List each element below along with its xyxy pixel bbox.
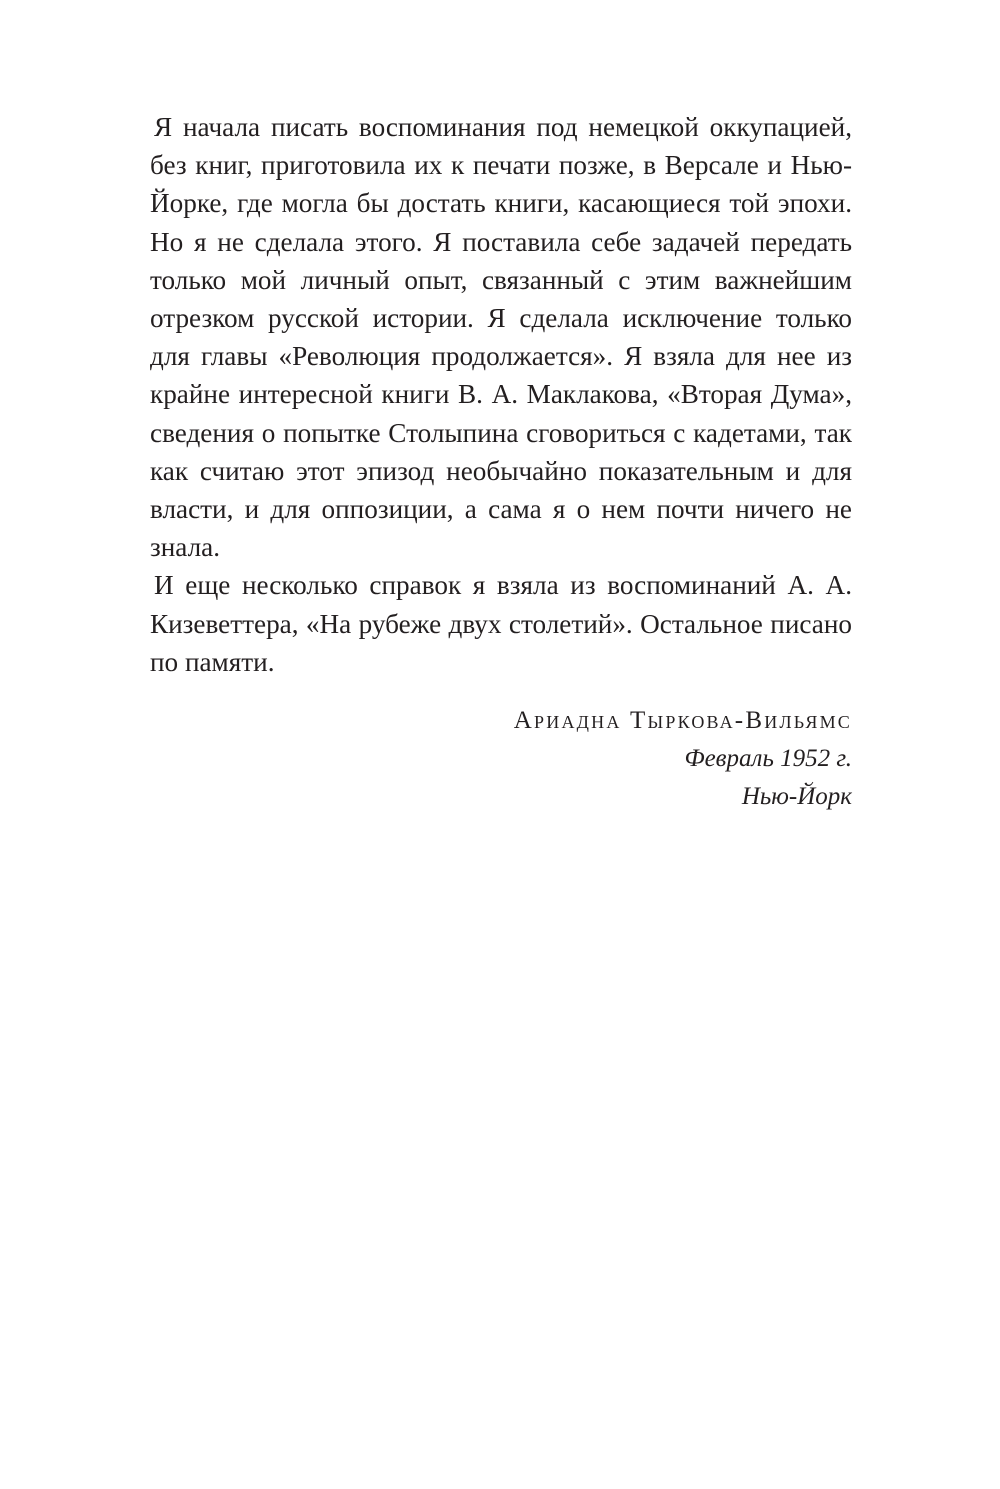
author-name: Ариадна Тыркова-Вильямс	[513, 707, 852, 735]
signature-date: Февраль 1952 г.	[684, 745, 852, 773]
paragraph-2: И еще несколько справок я взяла из воспоминаний А. А. Кизеветтера, «На рубеже двух столетий». Остальное писано по памяти.	[150, 570, 852, 677]
signature-place: Нью-Йорк	[741, 783, 852, 811]
paragraph-1: Я начала писать воспоминания под немецкой оккупацией, без книг, приготовила их к печати позже, в Версале и Нью-Йорке, где могла бы достать книги, касающиеся той эпохи. Но я не сделала этого. Я поставила себе задачей передать только мой личный опыт, связанный с этим важнейшим отрезком русской истории. Я сделала исключение только для главы «Революция продолжается». Я взяла для нее из крайне интересной книги В. А. Маклакова, «Вторая Дума», сведения о попытке Столыпина сговориться с кадетами, так как считаю этот эпизод необычайно показательным и для власти, и для оппозиции, а сама я о нем почти ничего не знала.	[150, 112, 852, 563]
signature-block	[150, 702, 852, 816]
document-page	[150, 108, 852, 816]
